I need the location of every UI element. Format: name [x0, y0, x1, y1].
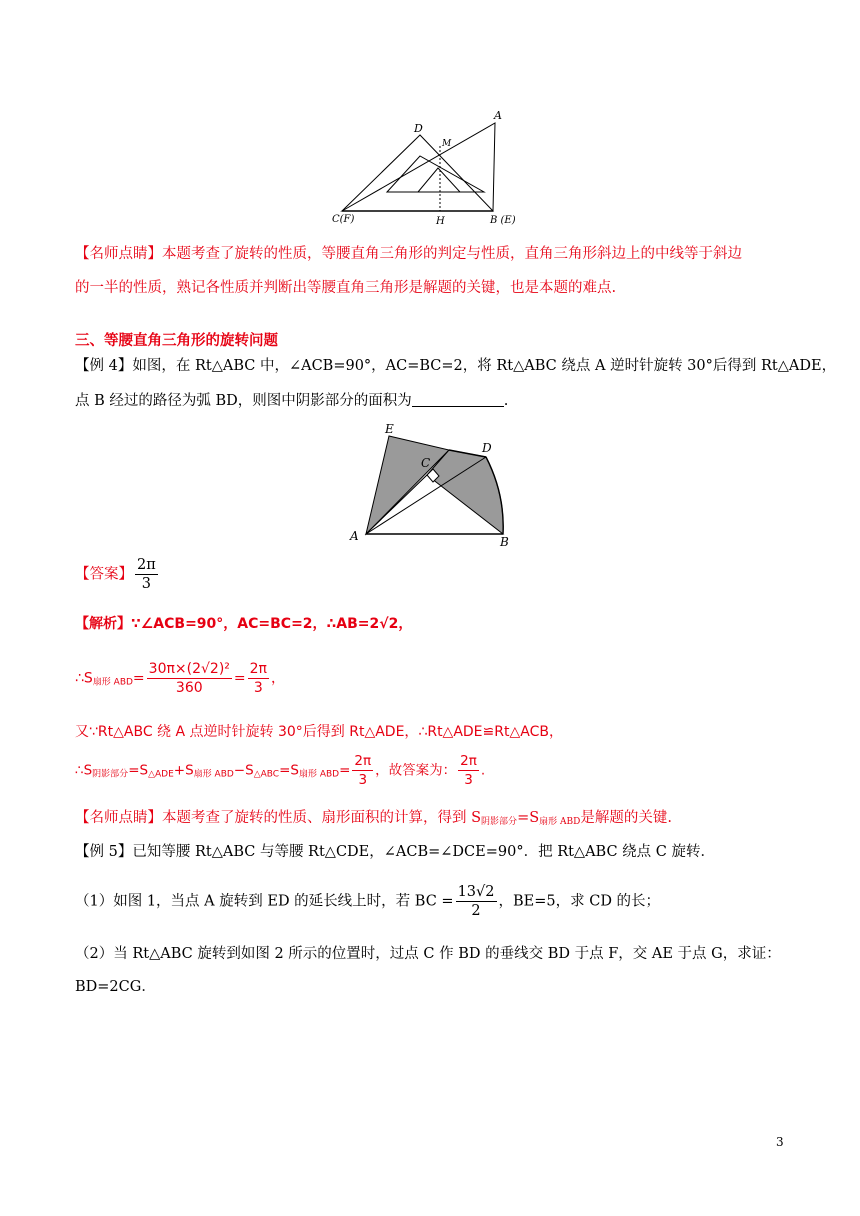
a4-sub-1: 阴影部分 [92, 769, 129, 780]
a4-fraction-1 [352, 752, 373, 789]
fig1-label-cf: C(F) [332, 214, 355, 225]
analysis-num-2: 2π [249, 661, 267, 677]
example-5-text: 已知等腰 Rt△ABC 与等腰 Rt△CDE，∠ACB=∠DCE=90°．把 Rt△ABC 绕点 C 旋转． [132, 844, 715, 860]
answer-line [75, 556, 160, 593]
example-5-part-2-line-2: BD=2CG． [75, 979, 156, 995]
a4-sub-5: 扇形 ABD [298, 769, 340, 780]
answer-numerator: 2π [137, 557, 156, 573]
answer-fraction [135, 556, 158, 593]
a4-mid-3: −S [233, 762, 254, 779]
figure-1-triangles [330, 108, 530, 228]
analysis-line-1 [75, 614, 412, 634]
p1-fraction [456, 883, 497, 920]
analysis-eq-2: = [233, 670, 246, 687]
example-5-line [75, 842, 715, 862]
fig2-label-b: B [500, 535, 509, 549]
answer-denominator: 3 [141, 576, 151, 592]
analysis-tag: 【解析】 [75, 616, 131, 632]
analysis-s: ∴S [75, 670, 93, 687]
figure-2-rotation [345, 424, 525, 554]
note-1-tag: 【名师点睛】 [75, 246, 162, 262]
p1-post: ，BE=5，求 CD 的长； [498, 893, 661, 910]
note-2-sub-1: 阴影部分 [481, 817, 518, 827]
example-4-text-2: 点 B 经过的路径为弧 BD，则图中阴影部分的面积为 [75, 393, 412, 409]
note-2-post: 是解题的关键. [580, 810, 672, 826]
example-4-tag: 【例 4】 [75, 358, 133, 374]
example-5-tag: 【例 5】 [75, 844, 133, 860]
a4-sub-4: △ABC [253, 769, 280, 780]
page-number: 3 [776, 1135, 784, 1149]
a4-sub-3: 扇形 ABD [193, 769, 234, 780]
analysis-fraction-1 [147, 660, 232, 697]
fig2-label-c: C [421, 456, 431, 470]
fig1-label-a: A [494, 109, 502, 122]
example-4-line-1 [75, 356, 836, 376]
note-2-tag: 【名师点睛】 [75, 810, 162, 826]
note-2-line [75, 808, 672, 832]
analysis-fraction-2 [248, 660, 269, 697]
note-2-pre: 本题考查了旋转的性质、扇形面积的计算，得到 S [162, 810, 482, 826]
a4-mid-5: ，故答案为： [375, 762, 457, 779]
fig1-label-be: B (E) [490, 215, 516, 226]
analysis-num-1: 30π×(2√2)² [148, 661, 230, 677]
example-4-text-1: 如图，在 Rt△ABC 中，∠ACB=90°，AC=BC=2，将 Rt△ABC 绕点 A 逆时针旋转 30°后得到 Rt△ADE， [132, 358, 837, 374]
note-2-mid: =S [517, 810, 540, 826]
answer-blank[interactable] [412, 392, 504, 407]
analysis-text-1: ∵∠ACB=90°，AC=BC=2，∴AB=2√2， [131, 616, 413, 632]
a4-num-1: 2π [354, 753, 372, 769]
analysis-end-2: ， [270, 670, 285, 687]
p1-den: 2 [471, 903, 481, 919]
fig2-label-d: D [482, 441, 492, 455]
a4-end: . [480, 762, 486, 779]
note-1-line-2: 的一半的性质，熟记各性质并判断出等腰直角三角形是解题的关键，也是本题的难点. [75, 280, 617, 296]
p1-num: 13√2 [457, 884, 495, 900]
a4-mid-2: +S [173, 762, 194, 779]
a4-s: ∴S [75, 762, 93, 779]
section-3-title: 三、等腰直角三角形的旋转问题 [75, 333, 278, 349]
analysis-sub-sector: 扇形 ABD [92, 677, 133, 688]
note-2-sub-2: 扇形 ABD [539, 817, 581, 827]
analysis-den-2: 3 [253, 680, 263, 696]
note-1-text-1: 本题考查了旋转的性质，等腰直角三角形的判定与性质，直角三角形斜边上的中线等于斜边 [162, 246, 742, 262]
a4-num-2: 2π [460, 753, 477, 769]
note-1-line-1 [75, 244, 742, 264]
a4-eq: = [339, 762, 351, 779]
analysis-line-2 [75, 660, 285, 697]
fig1-label-d: D [414, 122, 423, 135]
p1-pre: （1）如图 1，当点 A 旋转到 ED 的延长线上时，若 BC = [75, 893, 454, 910]
fig2-label-e: E [385, 422, 394, 436]
analysis-line-3: 又∵Rt△ABC 绕 A 点逆时针旋转 30°后得到 Rt△ADE，∴Rt△ADE≌Rt△ACB， [75, 724, 563, 740]
a4-mid-1: =S [128, 762, 149, 779]
fig1-label-h: H [436, 216, 445, 227]
fig2-label-a: A [350, 529, 359, 543]
a4-den-2: 3 [464, 772, 473, 788]
example-4-line-2 [75, 391, 508, 411]
a4-fraction-2 [458, 752, 479, 789]
a4-den-1: 3 [358, 772, 368, 788]
answer-tag: 【答案】 [75, 566, 133, 583]
analysis-den-1: 360 [175, 680, 203, 696]
fig1-label-m: M [442, 139, 452, 149]
example-4-text-2-end: . [503, 393, 509, 409]
a4-mid-4: =S [279, 762, 299, 779]
a4-sub-2: △ADE [148, 769, 174, 780]
example-5-part-2-line-1: （2）当 Rt△ABC 旋转到如图 2 所示的位置时，过点 C 作 BD 的垂线交 BD 于点 F，交 AE 于点 G，求证： [75, 946, 781, 962]
example-5-part-1 [75, 883, 660, 920]
analysis-eq: = [132, 670, 145, 687]
analysis-line-4 [75, 752, 485, 789]
